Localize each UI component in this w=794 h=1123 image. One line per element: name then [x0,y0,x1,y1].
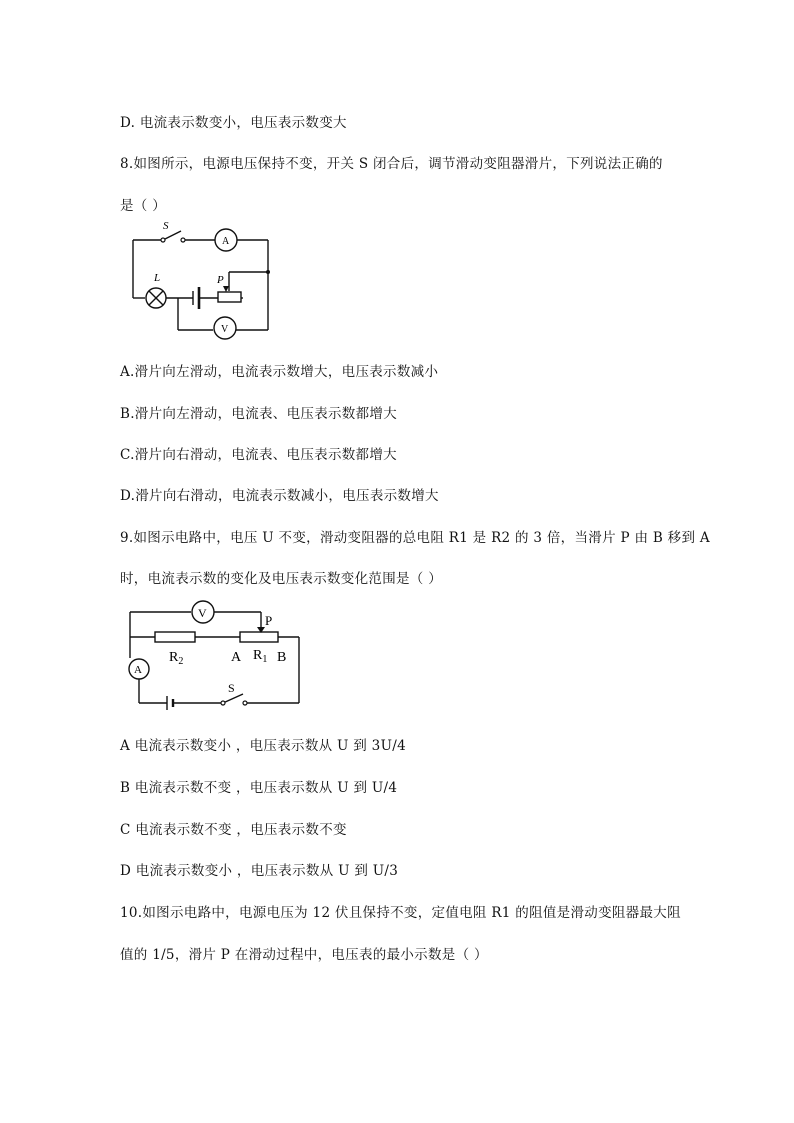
q8-circuit-diagram [125,215,275,340]
ammeter-label: A [134,664,142,676]
q9-option-b: B 电流表示数不变 ，电压表示数从 U 到 U/4 [120,780,398,796]
voltmeter-label: V [198,606,207,620]
q9-stem-cont: 时，电流表示数的变化及电压表示数变化范围是（ ） [120,571,442,587]
slider-label: P [217,274,224,286]
q8-option-a: A.滑片向左滑动，电流表示数增大，电压表示数减小 [120,364,439,380]
q10-stem-cont: 值的 1/5，滑片 P 在滑动过程中，电压表的最小示数是（ ） [120,947,488,963]
q8-option-d: D.滑片向右滑动，电流表示数减小，电压表示数增大 [120,488,439,504]
q8-option-b: B.滑片向左滑动，电流表、电压表示数都增大 [120,406,398,422]
node-a-label: A [231,650,242,665]
q9-option-c: C 电流表示数不变 ，电压表示数不变 [120,822,347,838]
q10-stem: 10.如图示电路中，电源电压为 12 伏且保持不变，定值电阻 R1 的阻值是滑动变阻器最大阻 [120,905,681,921]
voltmeter-label: V [221,324,229,335]
q9-option-d: D 电流表示数变小 ，电压表示数从 U 到 U/3 [120,863,399,879]
q7-option-d: D. 电流表示数变小，电压表示数变大 [120,115,347,131]
ammeter-label: A [222,236,230,247]
q9-stem: 9.如图示电路中，电压 U 不变，滑动变阻器的总电阻 R1 是 R2 的 3 倍，当滑片 P 由 B 移到 A [120,530,710,546]
lamp-label: L [154,272,161,284]
switch-label: S [228,681,235,695]
q9-option-a: A 电流表示数变小 ，电压表示数从 U 到 3U/4 [120,738,406,754]
r2-label: $R_2$ [169,650,184,667]
q8-option-c: C.滑片向右滑动，电流表、电压表示数都增大 [120,447,397,463]
node-b-label: B [277,650,287,665]
q9-circuit-diagram [125,597,310,712]
r1-label: $R_1$ [253,648,268,665]
q8-stem: 8.如图所示，电源电压保持不变，开关 S 闭合后，调节滑动变阻器滑片，下列说法正确的 [120,156,663,172]
slider-label: P [265,613,273,628]
q8-stem-cont: 是（ ） [120,198,166,214]
switch-label: S [163,220,169,232]
